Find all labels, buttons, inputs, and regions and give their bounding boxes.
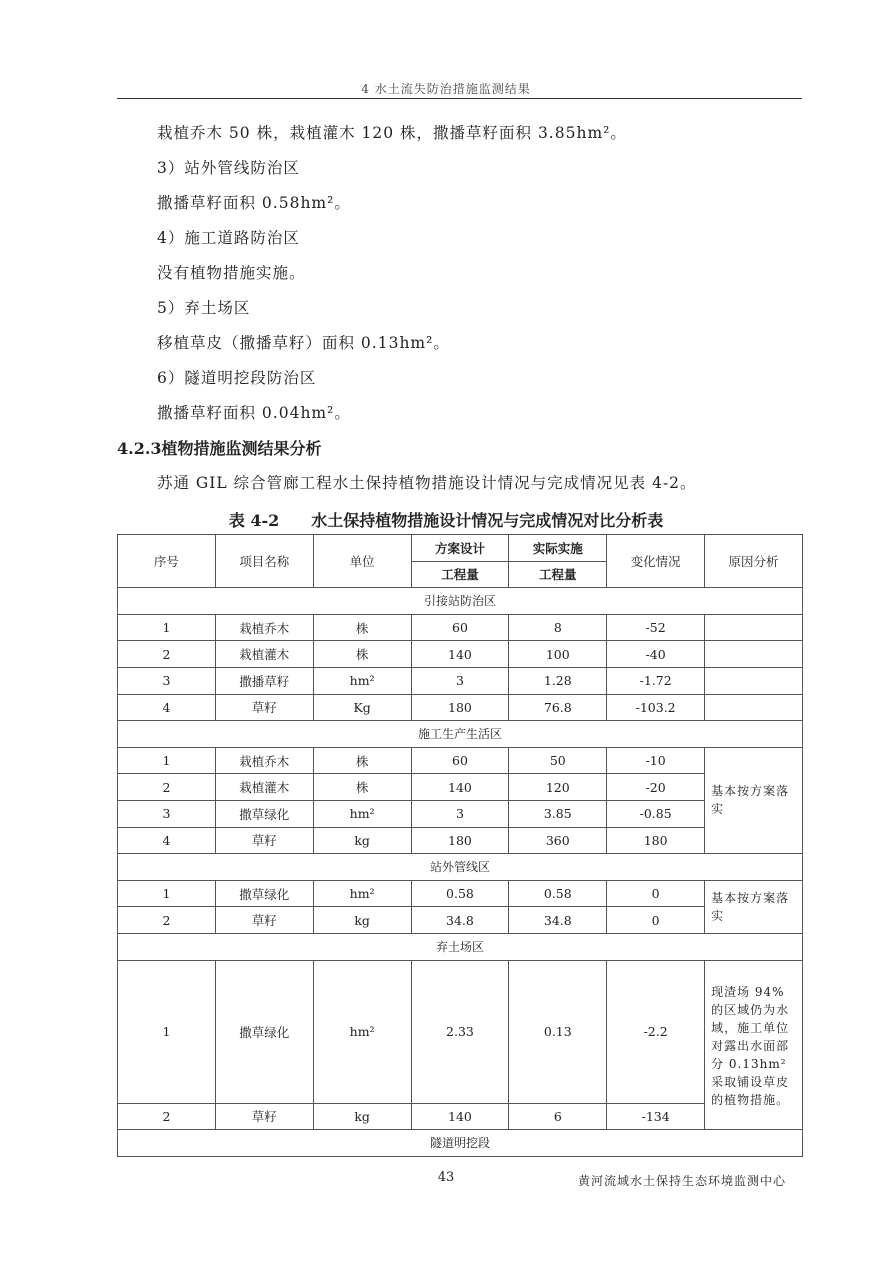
footer-org: 黄河流域水土保持生态环境监测中心 bbox=[578, 1174, 787, 1188]
cell-change: 180 bbox=[607, 827, 705, 854]
cell-reason: 基本按方案落实 bbox=[705, 880, 803, 933]
th-design-qty: 工程量 bbox=[411, 561, 509, 588]
th-unit: 单位 bbox=[313, 535, 411, 588]
cell-actual: 1.28 bbox=[509, 667, 607, 694]
cell-design: 180 bbox=[411, 827, 509, 854]
cell-design: 140 bbox=[411, 1103, 509, 1130]
cell-reason bbox=[705, 641, 803, 668]
cell-name: 撒草绿化 bbox=[215, 960, 313, 1103]
cell-name: 撒草绿化 bbox=[215, 880, 313, 907]
th-reason: 原因分析 bbox=[705, 535, 803, 588]
cell-unit: 株 bbox=[313, 641, 411, 668]
cell-unit: 株 bbox=[313, 774, 411, 801]
cell-name: 栽植灌木 bbox=[215, 641, 313, 668]
table-row bbox=[118, 800, 803, 827]
table-row bbox=[118, 960, 803, 1103]
body-paragraph: 撒播草籽面积 0.04hm²。 bbox=[157, 404, 351, 422]
section-row bbox=[118, 1130, 803, 1157]
cell-design: 60 bbox=[411, 747, 509, 774]
cell-actual: 3.85 bbox=[509, 800, 607, 827]
cell-no: 3 bbox=[118, 800, 216, 827]
cell-unit: kg bbox=[313, 827, 411, 854]
cell-unit: hm² bbox=[313, 960, 411, 1103]
cell-reason bbox=[705, 667, 803, 694]
cell-change: -20 bbox=[607, 774, 705, 801]
body-paragraph: 撒播草籽面积 0.58hm²。 bbox=[157, 194, 351, 212]
th-no: 序号 bbox=[118, 535, 216, 588]
body-paragraph: 移植草皮（撒播草籽）面积 0.13hm²。 bbox=[157, 334, 450, 352]
th-actual-qty: 工程量 bbox=[509, 561, 607, 588]
section-row bbox=[118, 588, 803, 615]
th-change: 变化情况 bbox=[607, 535, 705, 588]
table-row bbox=[118, 1103, 803, 1130]
cell-name: 草籽 bbox=[215, 907, 313, 934]
cell-no: 2 bbox=[118, 907, 216, 934]
cell-unit: 株 bbox=[313, 614, 411, 641]
cell-change: -52 bbox=[607, 614, 705, 641]
cell-name: 栽植乔木 bbox=[215, 747, 313, 774]
body-paragraph: 没有植物措施实施。 bbox=[157, 264, 306, 282]
cell-change: -2.2 bbox=[607, 960, 705, 1103]
cell-name: 草籽 bbox=[215, 694, 313, 721]
cell-actual: 8 bbox=[509, 614, 607, 641]
cell-unit: hm² bbox=[313, 800, 411, 827]
cell-change: -0.85 bbox=[607, 800, 705, 827]
cell-no: 2 bbox=[118, 774, 216, 801]
cell-actual: 120 bbox=[509, 774, 607, 801]
cell-design: 3 bbox=[411, 800, 509, 827]
cell-name: 撒播草籽 bbox=[215, 667, 313, 694]
cell-actual: 6 bbox=[509, 1103, 607, 1130]
cell-design: 34.8 bbox=[411, 907, 509, 934]
cell-design: 2.33 bbox=[411, 960, 509, 1103]
table-row bbox=[118, 667, 803, 694]
cell-reason: 现渣场 94%的区域仍为水域，施工单位对露出水面部分 0.13hm²采取铺设草皮的植物措施。 bbox=[705, 960, 803, 1130]
cell-change: 0 bbox=[607, 880, 705, 907]
cell-unit: 株 bbox=[313, 747, 411, 774]
table-row bbox=[118, 694, 803, 721]
cell-actual: 0.13 bbox=[509, 960, 607, 1103]
cell-no: 4 bbox=[118, 694, 216, 721]
body-paragraph: 5）弃土场区 bbox=[157, 299, 251, 317]
cell-actual: 50 bbox=[509, 747, 607, 774]
cell-unit: kg bbox=[313, 1103, 411, 1130]
table-caption: 表 4-2 水土保持植物措施设计情况与完成情况对比分析表 bbox=[228, 511, 664, 530]
running-header: 4 水土流失防治措施监测结果 bbox=[361, 82, 531, 96]
cell-no: 1 bbox=[118, 747, 216, 774]
table-row bbox=[118, 641, 803, 668]
intro-paragraph: 苏通 GIL 综合管廊工程水土保持植物措施设计情况与完成情况见表 4-2。 bbox=[157, 474, 697, 492]
cell-change: -103.2 bbox=[607, 694, 705, 721]
body-paragraph: 栽植乔木 50 株，栽植灌木 120 株，撒播草籽面积 3.85hm²。 bbox=[157, 124, 627, 142]
cell-actual: 34.8 bbox=[509, 907, 607, 934]
cell-name: 栽植灌木 bbox=[215, 774, 313, 801]
cell-name: 草籽 bbox=[215, 827, 313, 854]
cell-no: 3 bbox=[118, 667, 216, 694]
table-row bbox=[118, 907, 803, 934]
cell-design: 140 bbox=[411, 774, 509, 801]
table-row bbox=[118, 880, 803, 907]
cell-design: 3 bbox=[411, 667, 509, 694]
header-divider bbox=[117, 98, 802, 99]
cell-name: 撒草绿化 bbox=[215, 800, 313, 827]
section-title: 弃土场区 bbox=[118, 933, 803, 960]
section-title: 施工生产生活区 bbox=[118, 721, 803, 748]
comparison-table bbox=[117, 534, 803, 1157]
table-row bbox=[118, 774, 803, 801]
cell-no: 4 bbox=[118, 827, 216, 854]
cell-design: 140 bbox=[411, 641, 509, 668]
body-paragraph: 3）站外管线防治区 bbox=[157, 159, 300, 177]
cell-unit: hm² bbox=[313, 667, 411, 694]
cell-design: 180 bbox=[411, 694, 509, 721]
cell-actual: 76.8 bbox=[509, 694, 607, 721]
section-title: 引接站防治区 bbox=[118, 588, 803, 615]
cell-no: 1 bbox=[118, 960, 216, 1103]
cell-actual: 100 bbox=[509, 641, 607, 668]
cell-change: -10 bbox=[607, 747, 705, 774]
cell-unit: kg bbox=[313, 907, 411, 934]
body-paragraph: 6）隧道明挖段防治区 bbox=[157, 369, 317, 387]
cell-no: 2 bbox=[118, 1103, 216, 1130]
cell-actual: 0.58 bbox=[509, 880, 607, 907]
body-paragraph: 4）施工道路防治区 bbox=[157, 229, 300, 247]
page-number: 43 bbox=[437, 1170, 455, 1185]
section-heading: 4.2.3植物措施监测结果分析 bbox=[117, 439, 322, 458]
cell-unit: hm² bbox=[313, 880, 411, 907]
cell-actual: 360 bbox=[509, 827, 607, 854]
table-row bbox=[118, 747, 803, 774]
th-design: 方案设计 bbox=[411, 535, 509, 562]
th-actual: 实际实施 bbox=[509, 535, 607, 562]
cell-no: 2 bbox=[118, 641, 216, 668]
section-row bbox=[118, 933, 803, 960]
cell-design: 60 bbox=[411, 614, 509, 641]
cell-name: 栽植乔木 bbox=[215, 614, 313, 641]
section-title: 隧道明挖段 bbox=[118, 1130, 803, 1157]
cell-no: 1 bbox=[118, 880, 216, 907]
cell-change: -134 bbox=[607, 1103, 705, 1130]
table-row bbox=[118, 827, 803, 854]
cell-design: 0.58 bbox=[411, 880, 509, 907]
cell-reason bbox=[705, 694, 803, 721]
cell-change: -40 bbox=[607, 641, 705, 668]
section-row bbox=[118, 854, 803, 881]
th-name: 项目名称 bbox=[215, 535, 313, 588]
cell-reason bbox=[705, 614, 803, 641]
cell-unit: Kg bbox=[313, 694, 411, 721]
cell-no: 1 bbox=[118, 614, 216, 641]
cell-name: 草籽 bbox=[215, 1103, 313, 1130]
cell-change: 0 bbox=[607, 907, 705, 934]
cell-change: -1.72 bbox=[607, 667, 705, 694]
cell-reason: 基本按方案落实 bbox=[705, 747, 803, 853]
table-row bbox=[118, 614, 803, 641]
section-title: 站外管线区 bbox=[118, 854, 803, 881]
section-row bbox=[118, 721, 803, 748]
